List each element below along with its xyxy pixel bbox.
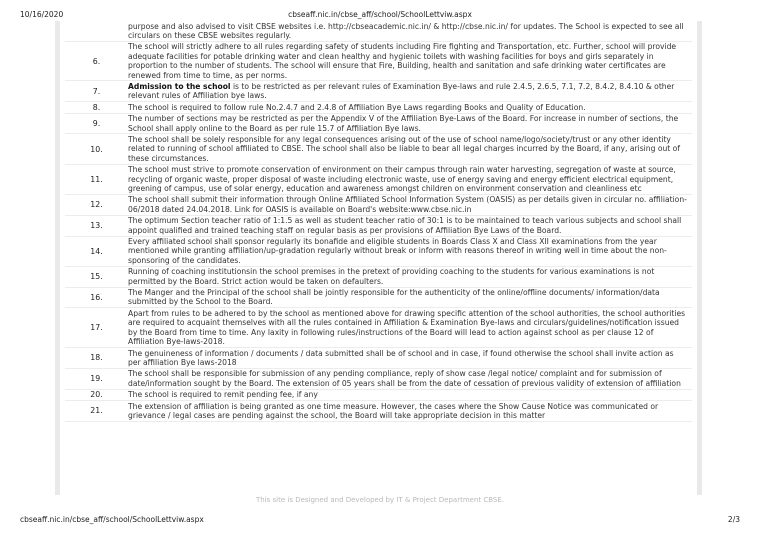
row-number: 9. <box>92 119 101 129</box>
row-number: 17. <box>90 323 103 333</box>
table-row <box>65 114 692 135</box>
row-number: 10. <box>90 144 103 154</box>
table-row <box>65 288 692 309</box>
row-text: The Manger and the Principal of the school shall be jointly responsible for the authenticity of the online/offline documents/ information/data submitted by the School to the Board. <box>128 288 660 307</box>
row-text: The optimum Section teacher ratio of 1:1.5 as well as student teacher ratio of 30:1 is to be maintained to teach various subjects and school shall appoint qualified and trained teaching staff on regular basis as per provisions of Affiliation Bye Laws of the Board. <box>128 216 682 235</box>
row-number: 14. <box>90 246 103 256</box>
row-number: 7. <box>92 86 101 96</box>
row-text: The school shall be responsible for submission of any pending compliance, reply of show case /legal notice/ complaint and for submission of date/information sought by the Board. The extension of 05 years shall be from the date of cessation of previous validity of extension of affiliation <box>128 369 681 388</box>
row-text: The number of sections may be restricted as per the Appendix V of the Affiliation Bye-Laws of the Board. For increase in number of sections, the School shall apply online to the Board as per rule 15.7 of Affiliation Bye laws. <box>128 114 679 133</box>
letter-content <box>55 21 702 495</box>
row-number: 18. <box>90 353 103 363</box>
row-text: Apart from rules to be adhered to by the school as mentioned above for drawing specific attention of the school authorities, the school authorities are required to acquaint themselves with all the rules contained in Affiliation & Examination Bye-laws and circulars/guidelines/notification issued by the Board from time to time. Any laxity in following rules/instructions of the Board will lead to action against school as per clause 12 of Affiliation Bye-laws-2018. <box>128 308 686 347</box>
print-date: 10/16/2020 <box>20 10 64 19</box>
row-text: The school is required to follow rule No.2.4.7 and 2.4.8 of Affiliation Bye Laws regarding Books and Quality of Education. <box>128 102 586 112</box>
row-text: The genuineness of information / documents / data submitted shall be of school and in case, if found otherwise the school shall invite action as per affiliation Bye laws-2018 <box>128 348 674 367</box>
row-number: 21. <box>90 406 103 416</box>
row-number: 19. <box>90 374 103 384</box>
table-row <box>65 21 692 42</box>
table-row <box>65 390 692 401</box>
table-row <box>65 42 692 82</box>
row-text: Running of coaching institutionsin the school premises in the pretext of providing coaching to the students for various examinations is not permitted by the Board. Strict action would be taken on defaulters. <box>128 267 655 286</box>
table-row <box>65 195 692 216</box>
conditions-table <box>65 21 692 422</box>
row-text <box>128 82 692 101</box>
table-row <box>65 216 692 237</box>
row-number: 16. <box>90 292 103 302</box>
print-footer-url: cbseaff.nic.in/cbse_aff/school/SchoolLettviw.aspx <box>20 515 204 524</box>
table-row <box>65 308 692 348</box>
row-text: The school must strive to promote conservation of environment on their campus through rain water harvesting, segregation of waste at source, recycling of organic waste, proper disposal of waste including electronic waste, use of energy saving and energy efficient electrical equipment, greening of campus, use of solar energy, education and awareness amongst children on environment conservation and cleanliness etc <box>128 165 676 193</box>
print-footer <box>20 515 740 527</box>
table-row <box>65 267 692 288</box>
row-number: 15. <box>90 272 103 282</box>
row-bold-text: Admission to the school <box>128 81 231 91</box>
table-row <box>65 102 692 113</box>
table-row <box>65 237 692 267</box>
table-row <box>65 165 692 195</box>
row-number: 6. <box>92 56 101 66</box>
row-number: 13. <box>90 221 103 231</box>
print-header-url: cbseaff.nic.in/cbse_aff/school/SchoolLettviw.aspx <box>288 10 472 19</box>
row-number: 12. <box>90 200 103 210</box>
row-text: The school will strictly adhere to all rules regarding safety of students including Fire fighting and Transportation, etc. Further, school will provide adequate facilities for potable drinking water and clean healthy and hygienic toilets with washing facilities for boys and girls separately in proportion to the number of students. The school will ensure that Fire, Building, health and sanitation and safe drinking water certificates are renewed from time to time, as per norms. <box>128 42 677 80</box>
table-row <box>65 134 692 164</box>
row-text: The school is required to remit pending fee, if any <box>128 390 318 400</box>
row-number: 11. <box>90 174 103 184</box>
row-number: 20. <box>90 390 103 400</box>
row-text: The school shall submit their information through Online Affiliated School Information System (OASIS) as per details given in circular no. affiliation-06/2018 dated 24.04.2018. Link for OASIS is available on Board's website:www.cbse.nic.in <box>128 195 687 214</box>
page-number: 2/3 <box>727 515 740 524</box>
table-row <box>65 401 692 422</box>
row-text: The school shall be solely responsible for any legal consequences arising out of the use of school name/logo/society/trust or any other identity related to running of school affiliated to CBSE. The school shall also be liable to bear all legal charges incurred by the Board, if any, arising out of these circumstances. <box>128 134 680 163</box>
table-row <box>65 81 692 102</box>
row-text: purpose and also advised to visit CBSE websites i.e. http://cbseacademic.nic.in/ & http://cbse.nic.in/ for updates. The School is expected to see all circulars on these CBSE websites regularly. <box>128 21 684 40</box>
table-row <box>65 348 692 369</box>
row-body-text: is to be restricted as per relevant rules of Examination Bye-laws and rule 2.4.5, 2.6.5, 7.1, 7.2, 8.4.2, 8.4.10 & other relevant rules of Affiliation bye laws. <box>128 81 675 101</box>
row-text: The extension of affiliation is being granted as one time measure. However, the cases where the Show Cause Notice was communicated or grievance / legal cases are pending against the school, the Board will take appropriate decision in this matter <box>128 401 659 420</box>
table-row <box>65 369 692 390</box>
row-text: Every affiliated school shall sponsor regularly its bonafide and eligible students in Boards Class X and Class XII examinations from the year mentioned while granting affiliation/up-gradation regularly without break or inform with reasons thereof in writing well in time about the non-sponsoring of the candidates. <box>128 237 667 265</box>
site-footer: This site is Designed and Developed by IT & Project Department CBSE. <box>255 496 505 504</box>
row-number: 8. <box>92 102 101 112</box>
